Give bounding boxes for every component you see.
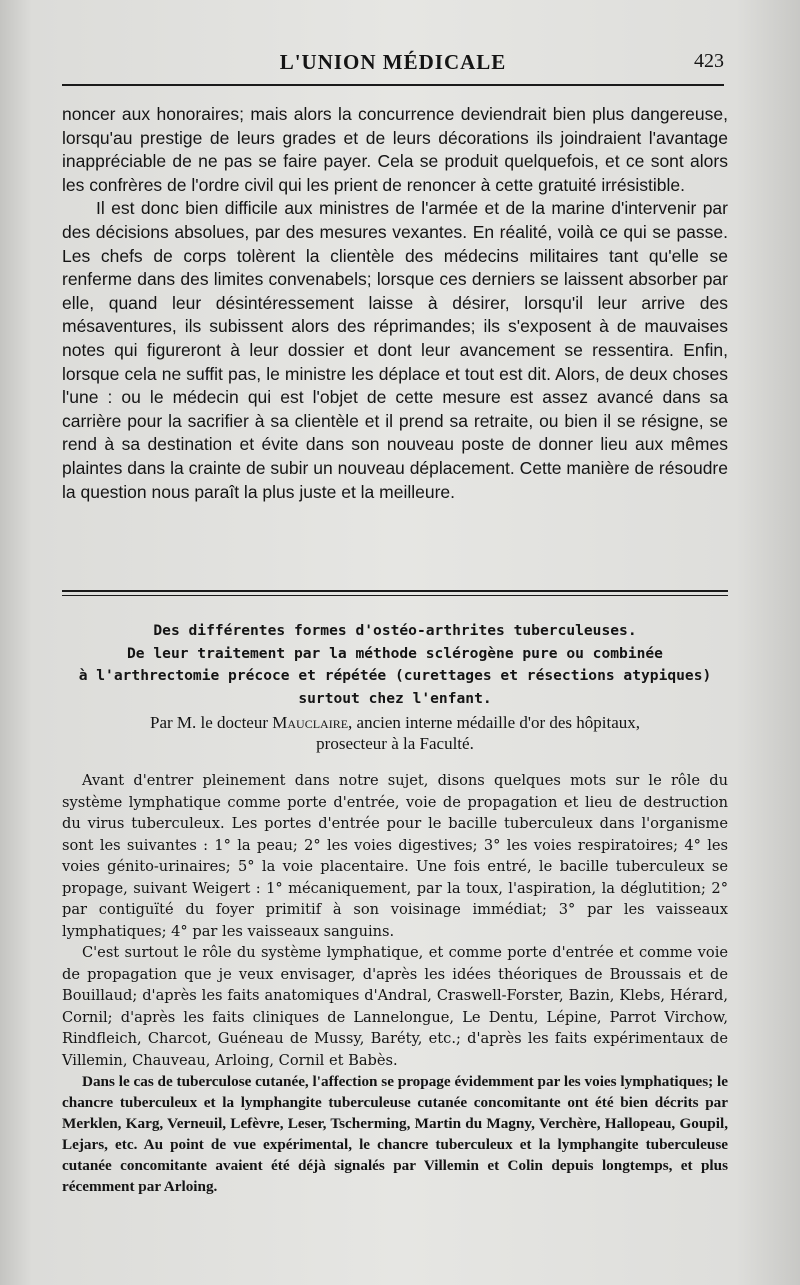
title-line: à l'arthrectomie précoce et répétée (curettages et résections atypiques) — [78, 667, 712, 684]
byline-prefix: Par M. le docteur — [149, 713, 269, 732]
byline-line-1 — [62, 712, 728, 733]
section-divider-thin — [62, 595, 728, 596]
paragraph: C'est surtout le rôle du système lymphatique, et comme porte d'entrée et comme voie de propagation que je veux envisager, d'après les idées théoriques de Broussais et de Bouillaud; d'après les faits anatomiques d'Andral, Craswell-Forster, Bazin, Klebs, Hérard, Cornil; d'après les faits cliniques de Lannelongue, Le Dentu, Lépine, Parrot Virchow, Rindfleich, Charcot, Guéneau de Mussy, Baréty, etc.; d'après les faits expérimentaux de Villemin, Chauveau, Arloing, Cornil et Babès. — [62, 944, 728, 1069]
paragraph: noncer aux honoraires; mais alors la concurrence deviendrait bien plus dangereuse, lorsqu'au prestige de leurs grades et de leurs décorations ils joindraient l'avantage inappréciable de ne pas se faire payer. Cela se produit quelquefois, et ce sont alors les confrères de l'ordre civil qui les prient de renoncer à cette gratuité irrésistible. — [62, 104, 728, 195]
article-body — [62, 770, 728, 1197]
paragraph: Dans le cas de tuberculose cutanée, l'affection se propage évidemment par les voies lymphatiques; le chancre tuberculeux et la lymphangite tuberculeuse cutanée concomitante ont été bien décrits par Merklen, Karg, Verneuil, Lefèvre, Leser, Tscherming, Martin du Magny, Verchère, Hallopeau, Goupil, Lejars, etc. Au point de vue expérimental, le chancre tuberculeux et la lymphangite tuberculeuse cutanée concomitante avaient été déjà signalés par Villemin et Colin depuis longtemps, et plus récemment par Arloing. — [62, 1073, 728, 1195]
page-number: 423 — [694, 50, 724, 72]
author-credentials: , ancien interne médaille d'or des hôpitaux, — [348, 713, 641, 732]
byline-line-2: prosecteur à la Faculté. — [316, 734, 474, 753]
running-title: L'UNION MÉDICALE — [279, 50, 507, 74]
title-line: De leur traitement par la méthode sclérogène pure ou combinée — [127, 644, 663, 662]
section-divider-thick — [62, 590, 728, 592]
page-header — [62, 50, 724, 78]
title-line: Des différentes formes d'ostéo-arthrites tuberculeuses. — [153, 622, 637, 639]
byline — [62, 712, 728, 754]
header-rule — [62, 84, 724, 86]
title-line: surtout chez l'enfant. — [298, 689, 492, 707]
continued-article-text — [62, 103, 728, 504]
paragraph: Avant d'entrer pleinement dans notre sujet, disons quelques mots sur le rôle du système lymphatique comme porte d'entrée, voie de propagation et lieu de destruction du virus tuberculeux. Les portes d'entrée pour le bacille tuberculeux dans l'organisme sont les suivantes : 1° la peau; 2° les voies digestives; 3° les voies respiratoires; 4° les voies génito-urinaires; 5° la voie placentaire. Une fois entré, le bacille tuberculeux se propage, suivant Weigert : 1° mécaniquement, par la toux, l'aspiration, la déglutition; 2° par contiguïté du foyer primitif à son voisinage immédiat; 3° par les vaisseaux lymphatiques; 4° par les vaisseaux sanguins. — [62, 772, 728, 940]
author-name: Mauclaire — [272, 713, 349, 732]
article-title — [62, 620, 728, 710]
paragraph: Il est donc bien difficile aux ministres de l'armée et de la marine d'intervenir par des décisions absolues, par des mesures vexantes. En réalité, voilà ce qui se passe. Les chefs de corps tolèrent la clientèle des médecins militaires tant qu'elle se renferme dans des limites convenabels; lorsque ces derniers se laissent absorber par elle, quand leur désintéressement laisse à désirer, lorsqu'il leur arrive des mésaventures, ils subissent alors des réprimandes; ils s'exposent à de mauvaises notes qui figureront à leur dossier et dont leur avancement se ressentira. Enfin, lorsque cela ne suffit pas, le ministre les déplace et tout est dit. Alors, de deux choses l'une : ou le médecin qui est l'objet de cette mesure est assez avancé dans sa carrière pour la sacrifier à sa clientèle et il prend sa retraite, ou bien il se résigne, se rend à sa destination et évite dans son nouveau poste de donner lieu aux mêmes plaintes dans la crainte de subir un nouveau déplacement. Cette manière de résoudre la question nous paraît la plus juste et la meilleure. — [62, 198, 728, 502]
